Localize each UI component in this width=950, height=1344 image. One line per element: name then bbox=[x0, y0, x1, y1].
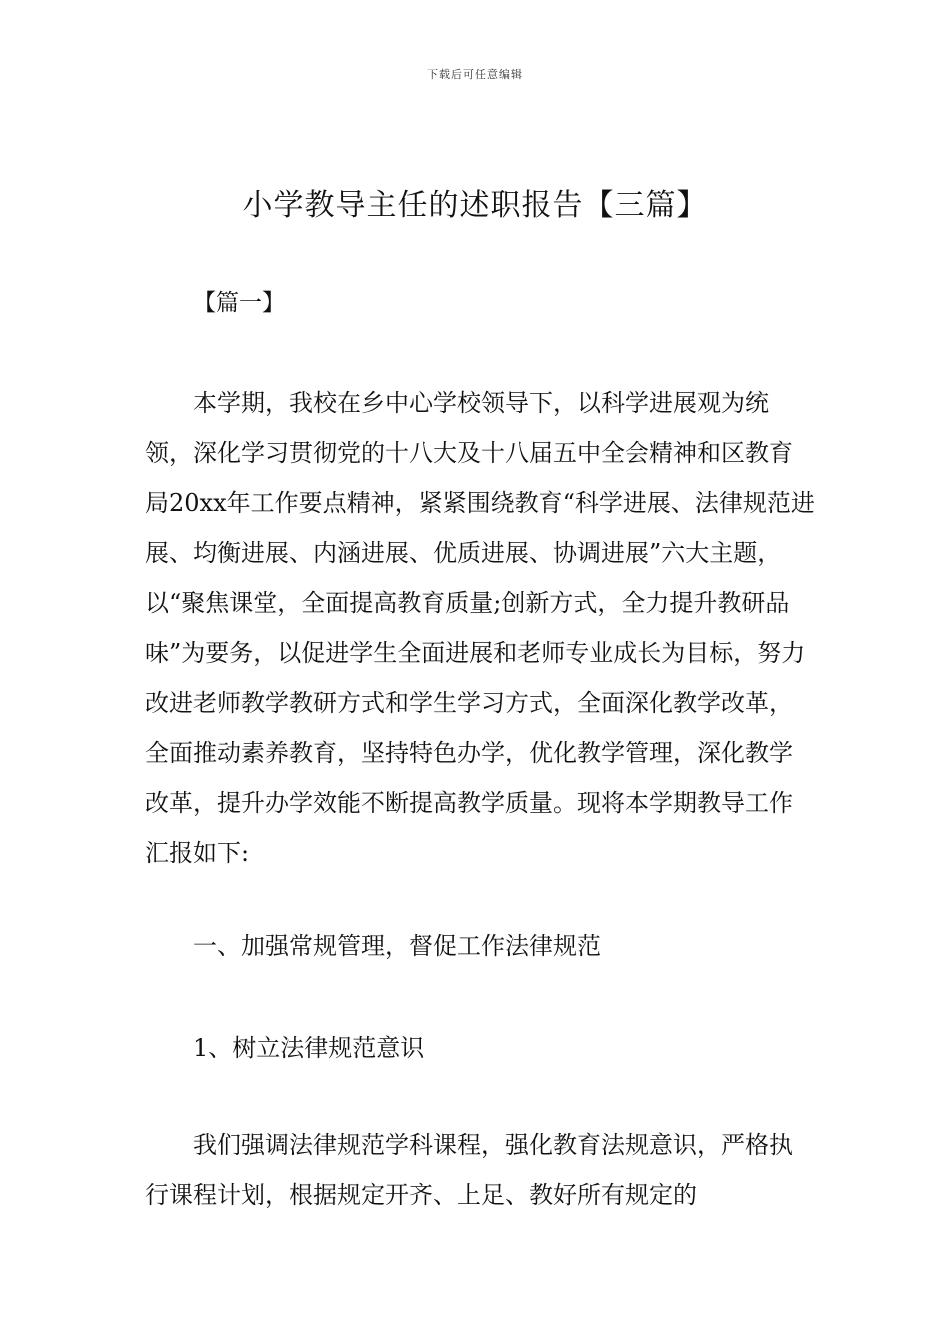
header-note: 下载后可任意编辑 bbox=[427, 68, 523, 81]
document-title: 小学教导主任的述职报告【三篇】 bbox=[242, 188, 708, 223]
body-paragraph: 本学期，我校在乡中心学校领导下，以科学进展观为统领，深化学习贯彻党的十八大及十八届五中全会精神和区教育局20xx年工作要点精神，紧紧围绕教育“科学进展、法律规范进展、均衡进展、内涵进展、优质进展、协调进展”六大主题，以“聚焦课堂，全面提高教育质量;创新方式，全力提升教研品味”为要务，以促进学生全面进展和老师专业成长为目标，努力改进老师教学教研方式和学生学习方式，全面深化教学改革，全面推动素养教育，坚持特色办学，优化教学管理，深化教学改革，提升办学效能不断提高教学质量。现将本学期教导工作汇报如下: bbox=[145, 389, 815, 867]
body-paragraph: 我们强调法律规范学科课程，强化教育法规意识，严格执行课程计划，根据规定开齐、上足、教好所有规定的 bbox=[145, 1131, 793, 1209]
section-heading: 一、加强常规管理，督促工作法律规范 bbox=[193, 932, 601, 960]
subsection-heading: 1、树立法律规范意识 bbox=[193, 1034, 425, 1062]
section-label: 【篇一】 bbox=[193, 290, 285, 316]
